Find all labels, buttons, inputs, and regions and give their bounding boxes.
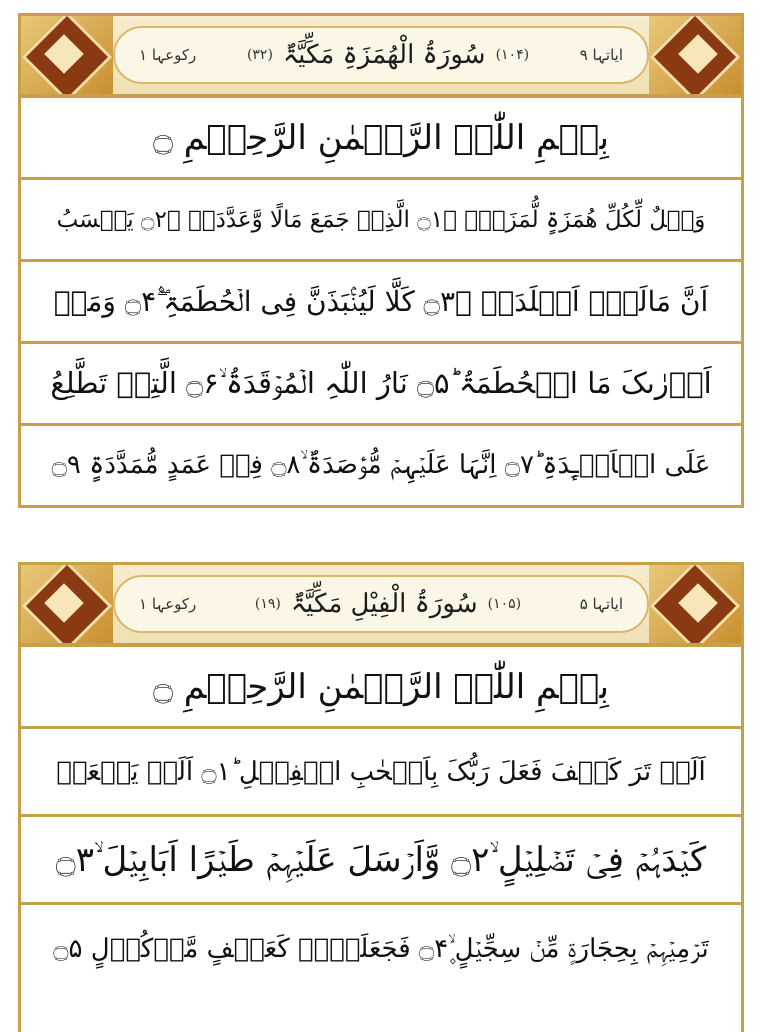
ayat-count: ایاتہا ۹	[579, 46, 623, 64]
verse-text: تَرۡمِیۡہِمۡ بِحِجَارَۃٍ مِّنۡ سِجِّیۡلٍ ۪ۙ۝۴ فَجَعَلَہُمۡ کَعَصۡفٍ مَّاۡکُوۡلٍ ۝۵	[53, 933, 709, 964]
verse-line	[21, 180, 741, 262]
surah-panel-humazah	[18, 13, 744, 508]
verse-line	[21, 426, 741, 505]
revelation-order: (۱۹)	[254, 596, 281, 612]
surah-title-group	[255, 589, 521, 619]
surah-panel-fil	[18, 562, 744, 1032]
verse-line	[21, 344, 741, 426]
bismillah-row	[21, 647, 741, 729]
verse-text: اَدۡرٰىکَ مَا الۡحُطَمَۃُ ؕ۝۵ نَارُ اللّٰہِ الۡمُوۡقَدَۃُ ۙ۝۶ الَّتِیۡ تَطَّلِعُ	[50, 366, 712, 400]
verse-text: اَلَمۡ تَرَ کَیۡفَ فَعَلَ رَبُّکَ بِاَصۡحٰبِ الۡفِیۡلِ ؕ۝۱ اَلَمۡ یَجۡعَلۡ	[56, 756, 706, 787]
bismillah: بِسۡمِ اللّٰہِ الرَّحۡمٰنِ الرَّحِیۡمِ ۝	[153, 667, 609, 707]
ornament-corner-left	[21, 565, 113, 643]
verse-line	[21, 817, 741, 905]
ornament-corner-left	[21, 16, 113, 94]
bismillah-row	[21, 98, 741, 180]
surah-title-cartouche	[113, 575, 649, 633]
surah-name: سُورَۃُ الْھُمَزَۃِ مَکِّیَّۃٌ	[282, 40, 486, 70]
revelation-order: (۳۲)	[246, 47, 273, 63]
surah-title-cartouche	[113, 26, 649, 84]
verse-line	[21, 729, 741, 817]
verse-text: وَیۡلٌ لِّکُلِّ ھُمَزَۃٍ لُّمَزَۃِۣ ۙ۝۱ الَّذِیۡ جَمَعَ مَالًا وَّعَدَّدَہٗ ۙ۝۲ یَحۡسَبُ	[56, 206, 706, 233]
surah-title-group	[247, 40, 529, 70]
ornament-corner-right	[649, 565, 741, 643]
verse-line	[21, 262, 741, 344]
verse-line	[21, 905, 741, 993]
surah-header	[21, 16, 741, 98]
verse-text: کَیۡدَہُمۡ فِیۡ تَضۡلِیۡلٍ ۙ۝۲ وَّاَرۡسَلَ عَلَیۡہِمۡ طَیۡرًا اَبَابِیۡلَ ۙ۝۳	[55, 840, 707, 880]
ruku-count: رکوعہا ۱	[139, 595, 197, 613]
surah-number: (۱۰۴)	[495, 47, 530, 63]
verse-text: اَنَّ مَالَہٗۤ اَخۡلَدَہٗ ۚ۝۳ کَلَّا لَیُنۡۢبَذَنَّ فِی الۡحُطَمَۃِ ۫ۖ۝۴ وَمَاۤ	[53, 284, 709, 318]
ruku-count: رکوعہا ۱	[139, 46, 197, 64]
ayat-count: ایاتہا ۵	[579, 595, 623, 613]
ornament-corner-right	[649, 16, 741, 94]
surah-name: سُورَۃُ الْفِیْلِ مَکِّیَّۃٌ	[290, 589, 478, 619]
surah-number: (۱۰۵)	[487, 596, 522, 612]
verse-text: عَلَی الۡاَفۡـِٕدَۃِ ؕ۝۷ اِنَّہَا عَلَیۡہِمۡ مُّؤۡصَدَۃٌ ۙ۝۸ فِیۡ عَمَدٍ مُّمَدَّدَۃٍ ۝۹	[51, 450, 711, 480]
bismillah: بِسۡمِ اللّٰہِ الرَّحۡمٰنِ الرَّحِیۡمِ ۝	[153, 118, 609, 158]
surah-header	[21, 565, 741, 647]
